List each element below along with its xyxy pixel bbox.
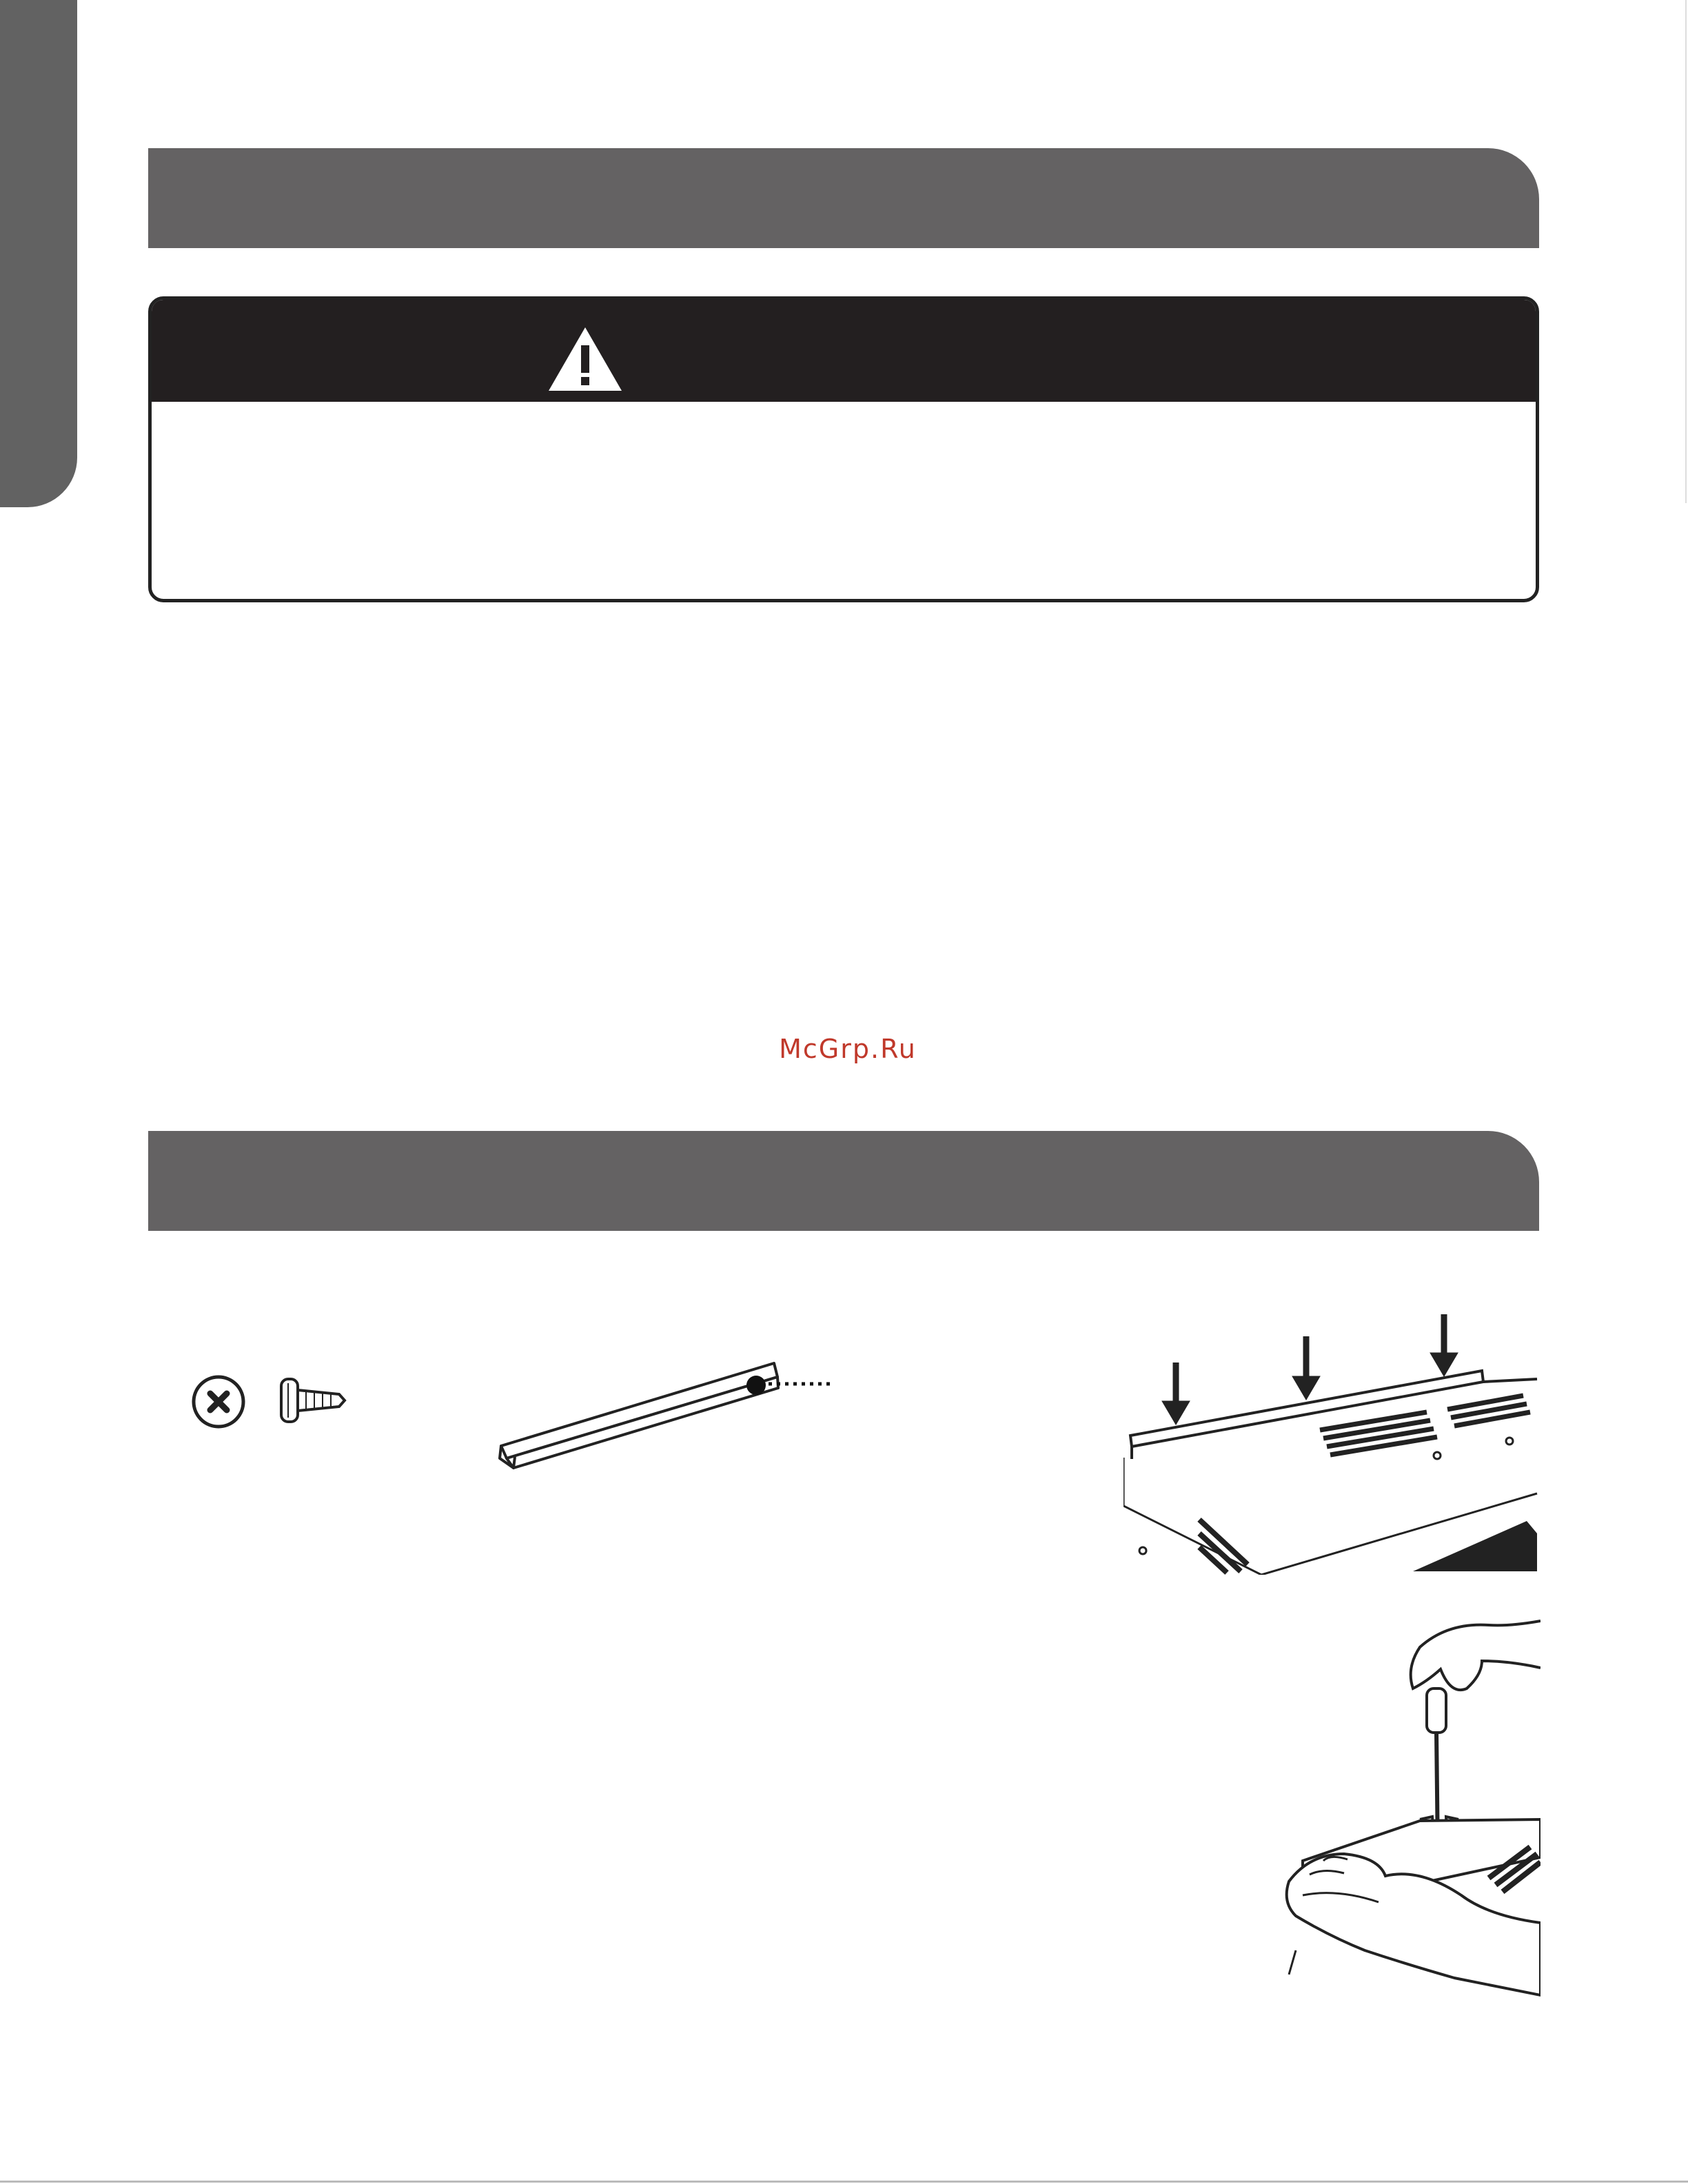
watermark-text: McGrp.Ru xyxy=(779,1034,917,1064)
warning-triangle-icon xyxy=(546,325,624,394)
side-tab xyxy=(0,0,77,507)
screwdriver-installation-illustration xyxy=(1282,1620,1540,2006)
section-header-bar-2 xyxy=(148,1131,1539,1231)
phillips-screwdriver-icon xyxy=(190,1374,247,1430)
unit-top-arrows-illustration xyxy=(1123,1313,1540,1575)
screw-icon xyxy=(278,1376,347,1425)
warning-box xyxy=(148,296,1539,602)
section-header-bar-1 xyxy=(148,148,1539,248)
rail-part-illustration xyxy=(493,1358,851,1496)
footer-rule xyxy=(0,2181,1688,2183)
page-edge-line xyxy=(1685,0,1687,503)
warning-header xyxy=(152,300,1536,402)
